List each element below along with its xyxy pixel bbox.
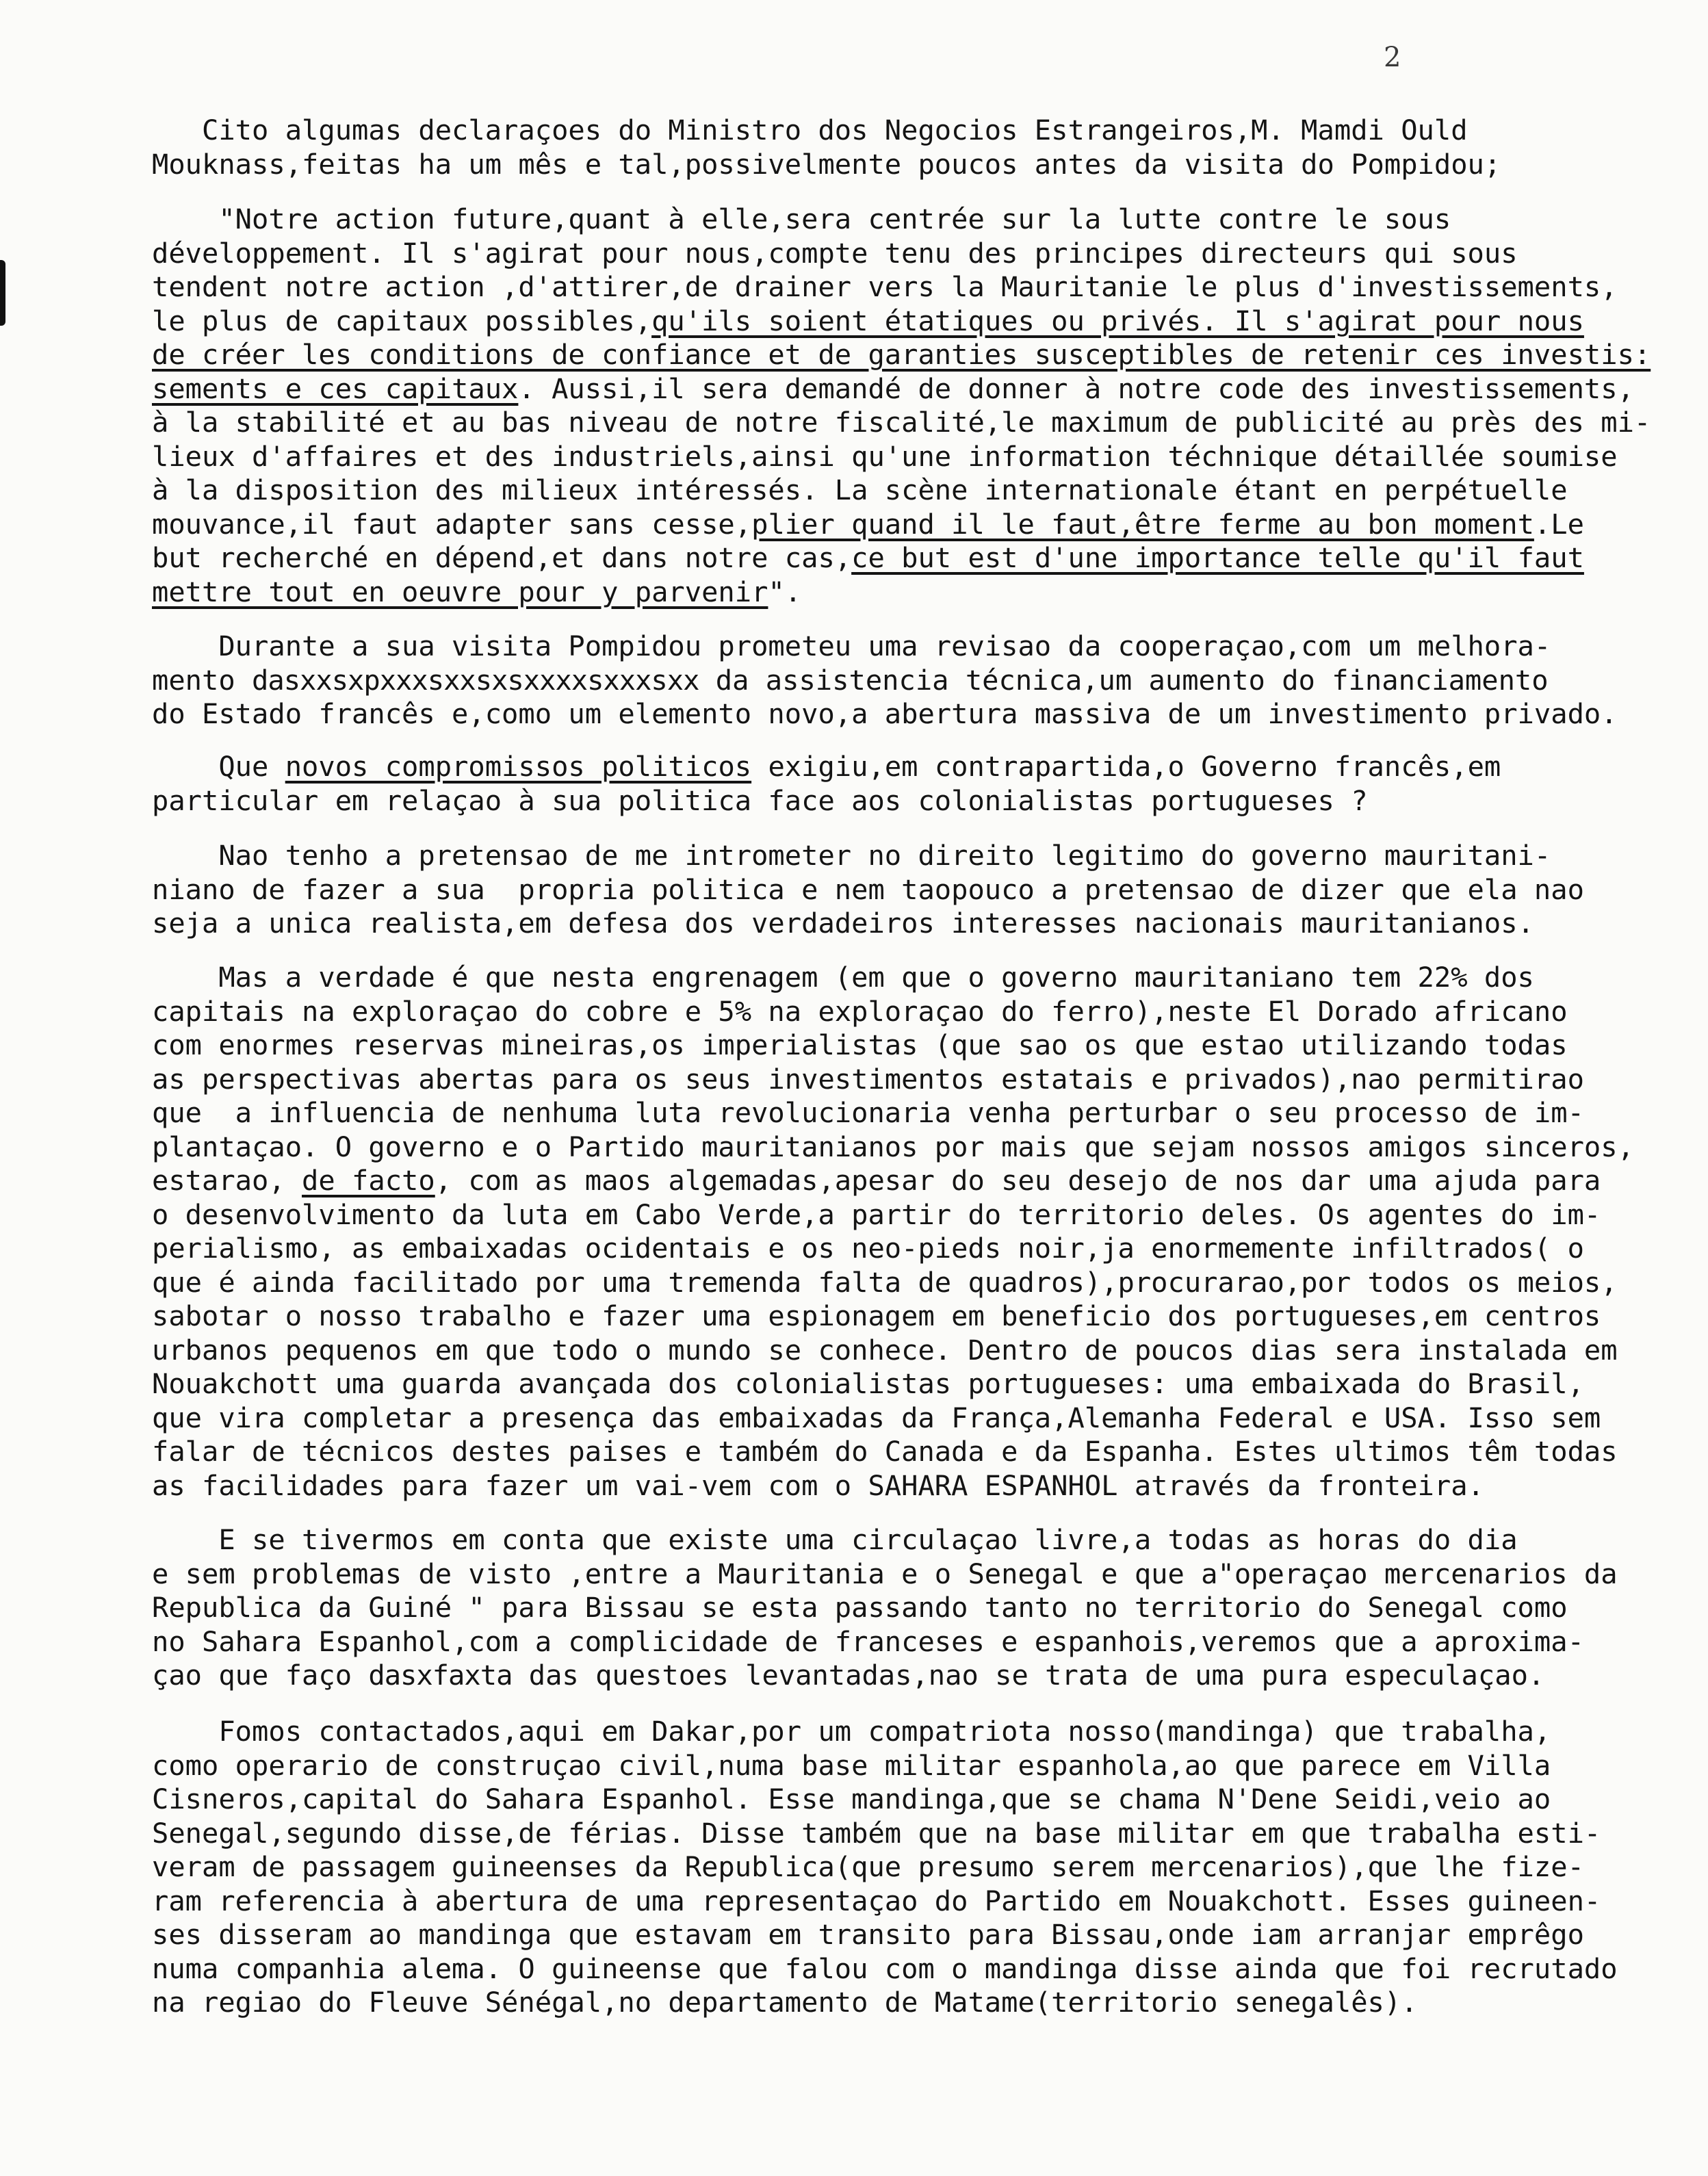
text-segment: "Notre action future,quant à elle,sera centrée sur la lutte contre le sous xyxy=(152,203,1451,235)
text-segment: Republica da Guiné " para Bissau se esta passando tanto no territorio do Senegal como xyxy=(152,1591,1568,1624)
text-segment: do Estado francês e,como um elemento novo,a abertura massiva de um investimento privado. xyxy=(152,697,1618,730)
text-line xyxy=(152,1164,1634,1198)
underlined-text: sements e ces capitaux xyxy=(152,372,519,405)
text-segment: niano de fazer a sua propria politica e nem taopouco a pretensao de dizer que ela nao xyxy=(152,872,1584,906)
page-edge-mark xyxy=(0,260,5,326)
text-segment: como operario de construçao civil,numa base militar espanhola,ao que parece em Villa xyxy=(152,1748,1551,1782)
text-line xyxy=(152,697,1618,731)
text-segment: développement. Il s'agirat pour nous,compte tenu des principes directeurs qui sous xyxy=(152,236,1518,270)
text-line xyxy=(152,1198,1634,1232)
text-line xyxy=(152,541,1651,575)
text-line xyxy=(152,995,1634,1029)
paragraph-compromissos xyxy=(152,750,1501,818)
text-line xyxy=(152,508,1651,542)
text-line xyxy=(152,750,1501,784)
underlined-text: mettre tout en oeuvre pour y parvenir xyxy=(152,575,768,608)
text-line xyxy=(152,1130,1634,1165)
text-segment: ram referencia à abertura de uma representaçao do Partido em Nouakchott. Esses guineen- xyxy=(152,1884,1601,1917)
text-line xyxy=(152,114,1501,148)
text-segment: Mouknass,feitas ha um mês e tal,possivelmente poucos antes da visita do Pompidou; xyxy=(152,147,1501,181)
underlined-text: de facto xyxy=(302,1164,435,1197)
text-segment: Nouakchott uma guarda avançada dos colonialistas portugueses: uma embaixada do Brasil, xyxy=(152,1367,1584,1400)
text-segment: exigiu,em contrapartida,o Governo francês,em xyxy=(751,750,1501,783)
text-segment: que vira completar a presença das embaixadas da França,Alemanha Federal e USA. Isso sem xyxy=(152,1401,1601,1434)
text-line xyxy=(152,1783,1618,1817)
text-segment: e sem problemas de visto ,entre a Mauritania e o Senegal e que a"operaçao mercenarios da xyxy=(152,1557,1618,1590)
text-segment: mouvance,il faut adapter sans cesse, xyxy=(152,507,752,541)
text-line xyxy=(152,1715,1618,1749)
underlined-text: novos compromissos politicos xyxy=(285,750,752,783)
text-segment: Senegal,segundo disse,de férias. Disse também que na base militar em que trabalha esti- xyxy=(152,1816,1601,1850)
text-segment: le plus de capitaux possibles, xyxy=(152,304,652,337)
text-segment: seja a unica realista,em defesa dos verdadeiros interesses nacionais mauritanianos. xyxy=(152,907,1534,940)
text-line xyxy=(152,474,1651,508)
text-segment: no Sahara Espanhol,com a complicidade de franceses e espanhois,veremos que a aproxima- xyxy=(152,1624,1584,1658)
text-line xyxy=(152,1850,1618,1884)
text-segment: numa companhia alema. O guineense que falou com o mandinga disse ainda que foi recrutado xyxy=(152,1952,1618,1985)
text-segment: o desenvolvimento da luta em Cabo Verde,a partir do territorio deles. Os agentes do im- xyxy=(152,1197,1601,1231)
paragraph-circulacao-livre xyxy=(152,1523,1618,1693)
text-segment: mento xyxy=(152,663,253,697)
underlined-text: plier quand il le faut,être ferme au bon moment xyxy=(751,507,1534,541)
text-line xyxy=(152,1334,1634,1368)
text-segment: com enormes reservas mineiras,os imperialistas (que sao os que estao utilizando todas xyxy=(152,1028,1568,1061)
text-segment: da assistencia técnica,um aumento do financiamento xyxy=(699,663,1549,697)
paragraph-dakar-contact xyxy=(152,1715,1618,2020)
text-line xyxy=(152,839,1584,873)
text-segment: das questoes levantadas,nao se trata de uma pura especulaçao. xyxy=(512,1659,1545,1692)
text-segment: estarao, xyxy=(152,1164,302,1197)
text-segment: sabotar o nosso trabalho e fazer uma espionagem em beneficio dos portugueses,em centros xyxy=(152,1299,1601,1332)
text-line xyxy=(152,1952,1618,1986)
underlined-text: ce but est d'une importance telle qu'il faut xyxy=(851,541,1584,574)
text-segment: à la stabilité et au bas niveau de notre fiscalité,le maximum de publicité au près des mi- xyxy=(152,406,1651,439)
text-line xyxy=(152,1625,1618,1659)
text-segment: Durante a sua visita Pompidou prometeu uma revisao da cooperaçao,com um melhora- xyxy=(152,630,1551,662)
text-segment: capitais na exploraçao do cobre e 5% na exploraçao do ferro),neste El Dorado africano xyxy=(152,994,1568,1028)
text-line xyxy=(152,575,1651,610)
text-segment: plantaçao. O governo e o Partido mauritanianos por mais que sejam nossos amigos sinceros, xyxy=(152,1130,1634,1163)
text-segment: Cisneros,capital do Sahara Espanhol. Esse mandinga,que se chama N'Dene Seidi,veio ao xyxy=(152,1783,1551,1815)
text-line xyxy=(152,1918,1618,1952)
text-segment: , com as maos algemadas,apesar do seu desejo de nos dar uma ajuda para xyxy=(435,1164,1601,1197)
text-line xyxy=(152,630,1618,664)
text-line xyxy=(152,372,1651,406)
text-line xyxy=(152,1435,1634,1469)
struck-out-text: dasxxsxpxxxsxxsxsxxxxsxxxsxx xyxy=(252,663,699,697)
paragraph-pretensao xyxy=(152,839,1584,941)
text-line xyxy=(152,1299,1634,1334)
text-line xyxy=(152,1884,1618,1919)
text-line xyxy=(152,784,1501,818)
text-line xyxy=(152,664,1618,698)
text-line xyxy=(152,961,1634,995)
text-segment: ses disseram ao mandinga que estavam em transito para Bissau,onde iam arranjar emprêgo xyxy=(152,1918,1584,1951)
text-line xyxy=(152,1469,1634,1503)
text-line xyxy=(152,1659,1618,1693)
text-line xyxy=(152,1028,1634,1063)
text-line xyxy=(152,1557,1618,1592)
text-line xyxy=(152,907,1584,941)
text-line xyxy=(152,237,1651,271)
text-segment: à la disposition des milieux intéressés. La scène internationale étant en perpétuelle xyxy=(152,474,1568,506)
text-line xyxy=(152,148,1501,182)
text-segment: as perspectivas abertas para os seus investimentos estatais e privados),nao permitirao xyxy=(152,1062,1584,1096)
text-segment: Fomos contactados,aqui em Dakar,por um compatriota nosso(mandinga) que trabalha, xyxy=(152,1715,1551,1748)
text-line xyxy=(152,1266,1634,1300)
text-segment: particular em relaçao à sua politica face aos colonialistas portugueses ? xyxy=(152,783,1368,817)
text-line xyxy=(152,440,1651,474)
text-segment: Que xyxy=(152,750,285,783)
text-segment: urbanos pequenos em que todo o mundo se conhece. Dentro de poucos dias sera instalada em xyxy=(152,1333,1618,1367)
text-segment: falar de técnicos destes paises e também do Canada e da Espanha. Estes ultimos têm todas xyxy=(152,1435,1618,1468)
typewritten-letter-page xyxy=(152,0,1657,2176)
text-line xyxy=(152,1063,1634,1097)
text-segment: çao que faço xyxy=(152,1659,369,1692)
text-line xyxy=(152,1817,1618,1851)
text-segment: . Aussi,il sera demandé de donner à notre code des investissements, xyxy=(518,372,1634,405)
paragraph-engrenagem xyxy=(152,961,1634,1503)
text-line xyxy=(152,1401,1634,1436)
text-line xyxy=(152,1096,1634,1130)
text-segment: Cito algumas declaraçoes do Ministro dos Negocios Estrangeiros,M. Mamdi Ould xyxy=(152,114,1468,146)
text-segment: que a influencia de nenhuma luta revolucionaria venha perturbar o seu processo de im- xyxy=(152,1096,1584,1129)
text-line xyxy=(152,1232,1634,1266)
text-line xyxy=(152,1591,1618,1625)
text-line xyxy=(152,1986,1618,2020)
text-segment: ". xyxy=(768,575,802,608)
text-line xyxy=(152,1749,1618,1783)
text-segment: lieux d'affaires et des industriels,ainsi qu'une information téchnique détaillée soumise xyxy=(152,439,1618,473)
text-line xyxy=(152,1367,1634,1401)
text-segment: na regiao do Fleuve Sénégal,no departamento de Matame(territorio senegalês). xyxy=(152,1986,1418,2019)
text-line xyxy=(152,305,1651,339)
text-line xyxy=(152,873,1584,907)
text-segment: but recherché en dépend,et dans notre cas, xyxy=(152,541,852,574)
struck-out-text: dasxfaxta xyxy=(368,1659,513,1692)
text-line xyxy=(152,1523,1618,1557)
text-segment: veram de passagem guineenses da Republica(que presumo serem mercenarios),que lhe fize- xyxy=(152,1850,1584,1883)
text-segment: as facilidades para fazer um vai-vem com o SAHARA ESPANHOL através da fronteira. xyxy=(152,1468,1484,1502)
text-segment: Mas a verdade é que nesta engrenagem (em que o governo mauritaniano tem 22% dos xyxy=(152,961,1534,994)
page-number: 2 xyxy=(1384,42,1401,73)
text-segment: Nao tenho a pretensao de me intrometer no direito legitimo do governo mauritani- xyxy=(152,839,1551,872)
text-segment: perialismo, as embaixadas ocidentais e os neo-pieds noir,ja enormemente infiltrados( o xyxy=(152,1232,1584,1265)
text-line xyxy=(152,270,1651,305)
underlined-text: de créer les conditions de confiance et de garanties susceptibles de retenir ces investis: xyxy=(152,338,1651,371)
paragraph-ministro-declaracoes xyxy=(152,114,1501,181)
text-line xyxy=(152,406,1651,440)
text-line xyxy=(152,203,1651,237)
text-line xyxy=(152,338,1651,372)
text-segment: E se tivermos em conta que existe uma circulaçao livre,a todas as horas do dia xyxy=(152,1523,1518,1556)
text-segment: tendent notre action ,d'attirer,de drainer vers la Mauritanie le plus d'investissements, xyxy=(152,270,1618,303)
paragraph-pompidou-visit xyxy=(152,630,1618,731)
text-segment: que é ainda facilitado por uma tremenda falta de quadros),procurarao,por todos os meios, xyxy=(152,1265,1618,1299)
paragraph-french-quotation xyxy=(152,203,1651,609)
text-segment: .Le xyxy=(1534,507,1584,541)
underlined-text: qu'ils soient étatiques ou privés. Il s'agirat pour nous xyxy=(651,304,1584,337)
